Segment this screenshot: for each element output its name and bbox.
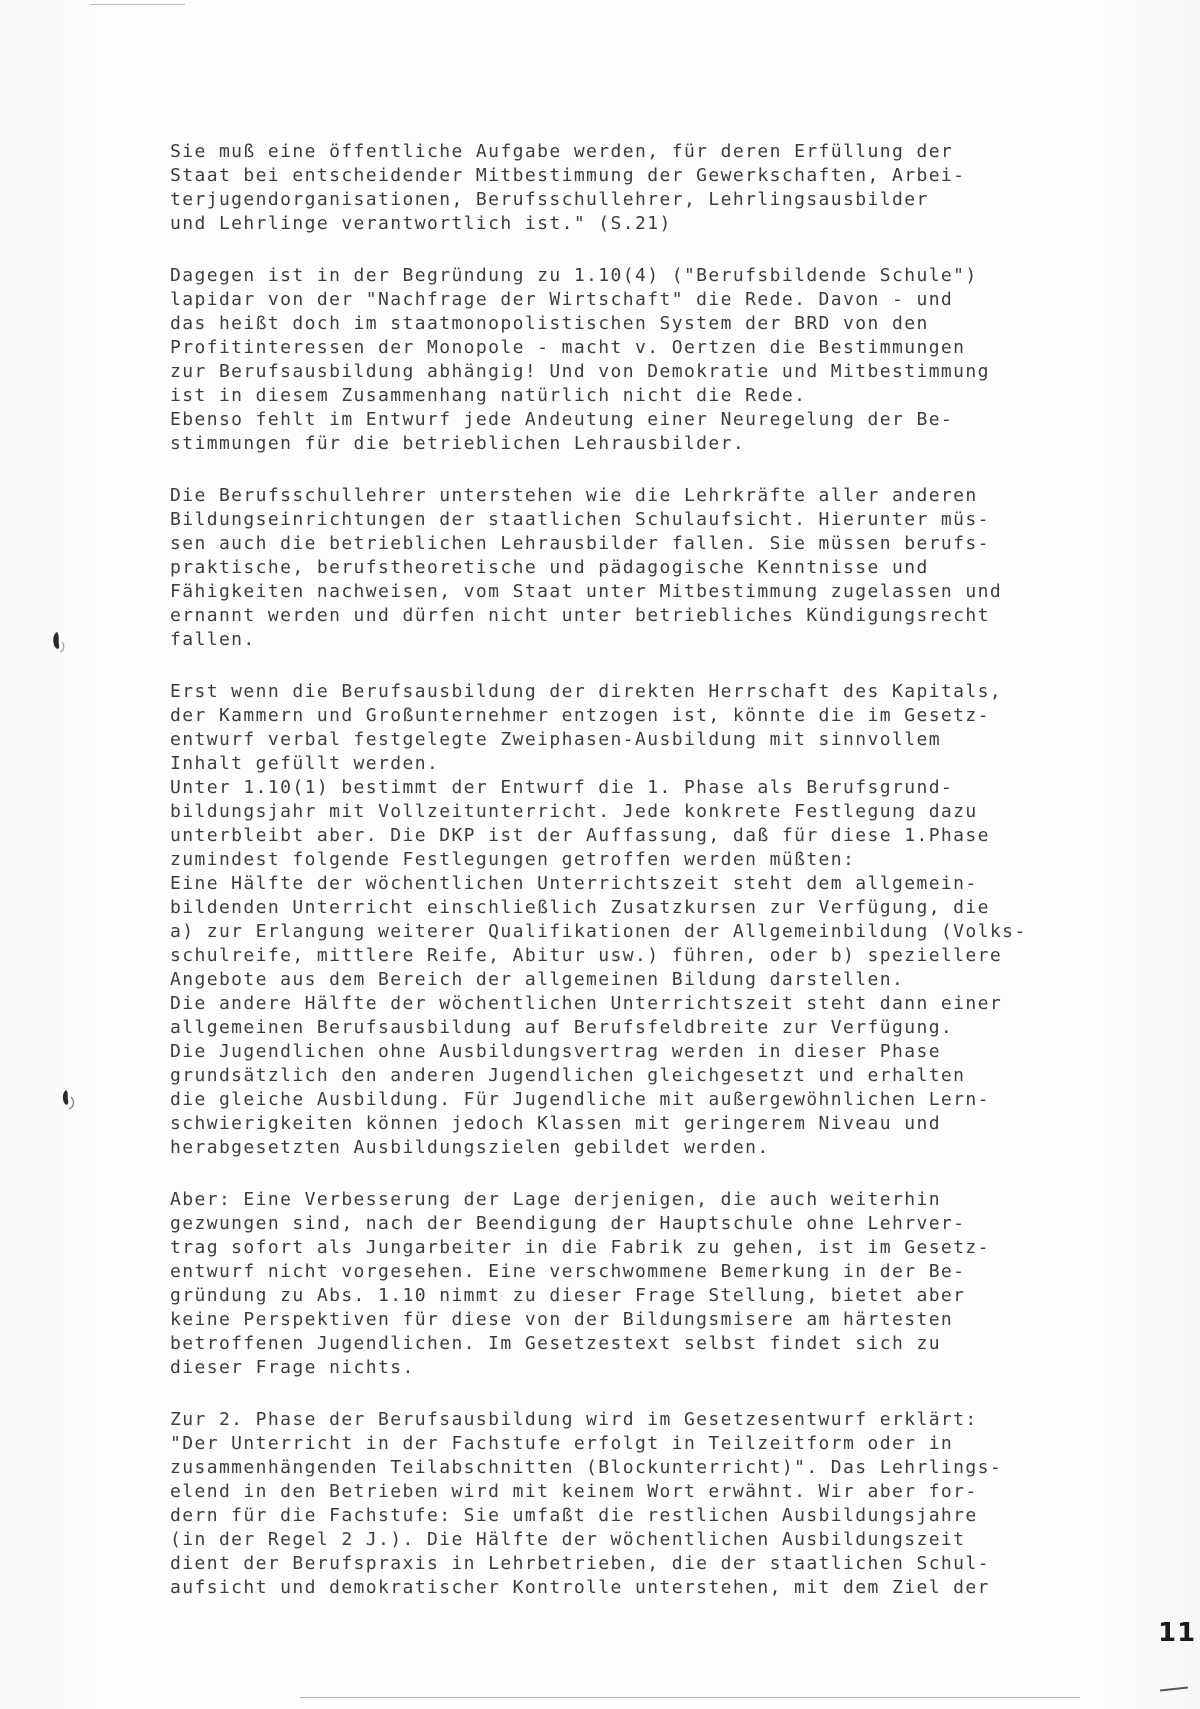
text-line: die gleiche Ausbildung. Für Jugendliche mit außergewöhnlichen Lern-: [170, 1089, 990, 1110]
text-line: das heißt doch im staatmonopolistischen System der BRD von den: [170, 313, 929, 334]
text-line: Dagegen ist in der Begründung zu 1.10(4) ("Berufsbildende Schule"): [170, 265, 978, 286]
text-line: stimmungen für die betrieblichen Lehrausbilder.: [170, 433, 746, 454]
text-line: zur Berufsausbildung abhängig! Und von Demokratie und Mitbestimmung: [170, 361, 990, 382]
text-line: Zur 2. Phase der Berufsausbildung wird im Gesetzesentwurf erklärt:: [170, 1409, 978, 1430]
text-line: und Lehrlinge verantwortlich ist." (S.21): [170, 213, 672, 234]
paragraph-1: [170, 140, 1100, 236]
paragraph-6: [170, 1408, 1100, 1600]
text-line: gezwungen sind, nach der Beendigung der Hauptschule ohne Lehrver-: [170, 1213, 966, 1234]
text-line: Eine Hälfte der wöchentlichen Unterrichtszeit steht dem allgemein-: [170, 873, 978, 894]
text-line: bildungsjahr mit Vollzeitunterricht. Jede konkrete Festlegung dazu: [170, 801, 978, 822]
text-line: Staat bei entscheidender Mitbestimmung der Gewerkschaften, Arbei-: [170, 165, 966, 186]
text-line: schwierigkeiten können jedoch Klassen mit geringerem Niveau und: [170, 1113, 941, 1134]
top-edge-rule: [90, 4, 185, 5]
text-line: Erst wenn die Berufsausbildung der direkten Herrschaft des Kapitals,: [170, 681, 1003, 702]
text-line: praktische, berufstheoretische und pädagogische Kenntnisse und: [170, 557, 929, 578]
punch-hole-mark-icon: [48, 628, 70, 654]
text-line: gründung zu Abs. 1.10 nimmt zu dieser Frage Stellung, bietet aber: [170, 1285, 966, 1306]
text-line: (in der Regel 2 J.). Die Hälfte der wöchentlichen Ausbildungszeit: [170, 1529, 966, 1550]
text-line: sen auch die betrieblichen Lehrausbilder fallen. Sie müssen berufs-: [170, 533, 990, 554]
paragraph-3: [170, 484, 1100, 652]
text-line: Die Jugendlichen ohne Ausbildungsvertrag werden in dieser Phase: [170, 1041, 941, 1062]
text-line: "Der Unterricht in der Fachstufe erfolgt in Teilzeitform oder in: [170, 1433, 954, 1454]
text-line: zusammenhängenden Teilabschnitten (Blockunterricht)". Das Lehrlings-: [170, 1457, 1003, 1478]
text-line: unterbleibt aber. Die DKP ist der Auffassung, daß für diese 1.Phase: [170, 825, 990, 846]
text-line: grundsätzlich den anderen Jugendlichen gleichgesetzt und erhalten: [170, 1065, 966, 1086]
text-line: a) zur Erlangung weiterer Qualifikationen der Allgemeinbildung (Volks-: [170, 921, 1027, 942]
text-line: trag sofort als Jungarbeiter in die Fabrik zu gehen, ist im Gesetz-: [170, 1237, 990, 1258]
text-line: schulreife, mittlere Reife, Abitur usw.) führen, oder b) speziellere: [170, 945, 1003, 966]
text-line: keine Perspektiven für diese von der Bildungsmisere am härtesten: [170, 1309, 954, 1330]
text-line: bildenden Unterricht einschließlich Zusatzkursen zur Verfügung, die: [170, 897, 990, 918]
text-line: Profitinteressen der Monopole - macht v. Oertzen die Bestimmungen: [170, 337, 966, 358]
text-line: zumindest folgende Festlegungen getroffen werden müßten:: [170, 849, 856, 870]
text-line: Angebote aus dem Bereich der allgemeinen Bildung darstellen.: [170, 969, 905, 990]
text-line: terjugendorganisationen, Berufsschullehrer, Lehrlingsausbilder: [170, 189, 929, 210]
text-line: entwurf verbal festgelegte Zweiphasen-Ausbildung mit sinnvollem: [170, 729, 941, 750]
text-line: Sie muß eine öffentliche Aufgabe werden, für deren Erfüllung der: [170, 141, 954, 162]
paragraph-2: [170, 264, 1100, 456]
text-line: elend in den Betrieben wird mit keinem Wort erwähnt. Wir aber for-: [170, 1481, 978, 1502]
typewritten-body: [170, 140, 1100, 1628]
page-number: 11: [1158, 1618, 1197, 1648]
text-line: ernannt werden und dürfen nicht unter betriebliches Kündigungsrecht: [170, 605, 990, 626]
text-line: dern für die Fachstufe: Sie umfaßt die restlichen Ausbildungsjahre: [170, 1505, 978, 1526]
text-line: fallen.: [170, 629, 256, 650]
text-line: lapidar von der "Nachfrage der Wirtschaft" die Rede. Davon - und: [170, 289, 954, 310]
text-line: Die Berufsschullehrer unterstehen wie die Lehrkräfte aller anderen: [170, 485, 978, 506]
text-line: Aber: Eine Verbesserung der Lage derjenigen, die auch weiterhin: [170, 1189, 941, 1210]
punch-hole-mark-icon: [58, 1085, 80, 1111]
text-line: Inhalt gefüllt werden.: [170, 753, 440, 774]
text-line: dieser Frage nichts.: [170, 1357, 415, 1378]
text-line: ist in diesem Zusammenhang natürlich nicht die Rede.: [170, 385, 807, 406]
text-line: Fähigkeiten nachweisen, vom Staat unter Mitbestimmung zugelassen und: [170, 581, 1003, 602]
text-line: Unter 1.10(1) bestimmt der Entwurf die 1. Phase als Berufsgrund-: [170, 777, 954, 798]
text-line: aufsicht und demokratischer Kontrolle unterstehen, mit dem Ziel der: [170, 1577, 990, 1598]
paragraph-4: [170, 680, 1100, 1160]
corner-pencil-mark: [1160, 1687, 1188, 1692]
bottom-edge-rule: [300, 1697, 1080, 1698]
text-line: Bildungseinrichtungen der staatlichen Schulaufsicht. Hierunter müs-: [170, 509, 990, 530]
text-line: dient der Berufspraxis in Lehrbetrieben, die der staatlichen Schul-: [170, 1553, 990, 1574]
text-line: betroffenen Jugendlichen. Im Gesetzestext selbst findet sich zu: [170, 1333, 941, 1354]
text-line: der Kammern und Großunternehmer entzogen ist, könnte die im Gesetz-: [170, 705, 990, 726]
paragraph-5: [170, 1188, 1100, 1380]
text-line: Die andere Hälfte der wöchentlichen Unterrichtszeit steht dann einer: [170, 993, 1003, 1014]
text-line: allgemeinen Berufsausbildung auf Berufsfeldbreite zur Verfügung.: [170, 1017, 954, 1038]
text-line: herabgesetzten Ausbildungszielen gebildet werden.: [170, 1137, 770, 1158]
text-line: entwurf nicht vorgesehen. Eine verschwommene Bemerkung in der Be-: [170, 1261, 966, 1282]
text-line: Ebenso fehlt im Entwurf jede Andeutung einer Neuregelung der Be-: [170, 409, 954, 430]
